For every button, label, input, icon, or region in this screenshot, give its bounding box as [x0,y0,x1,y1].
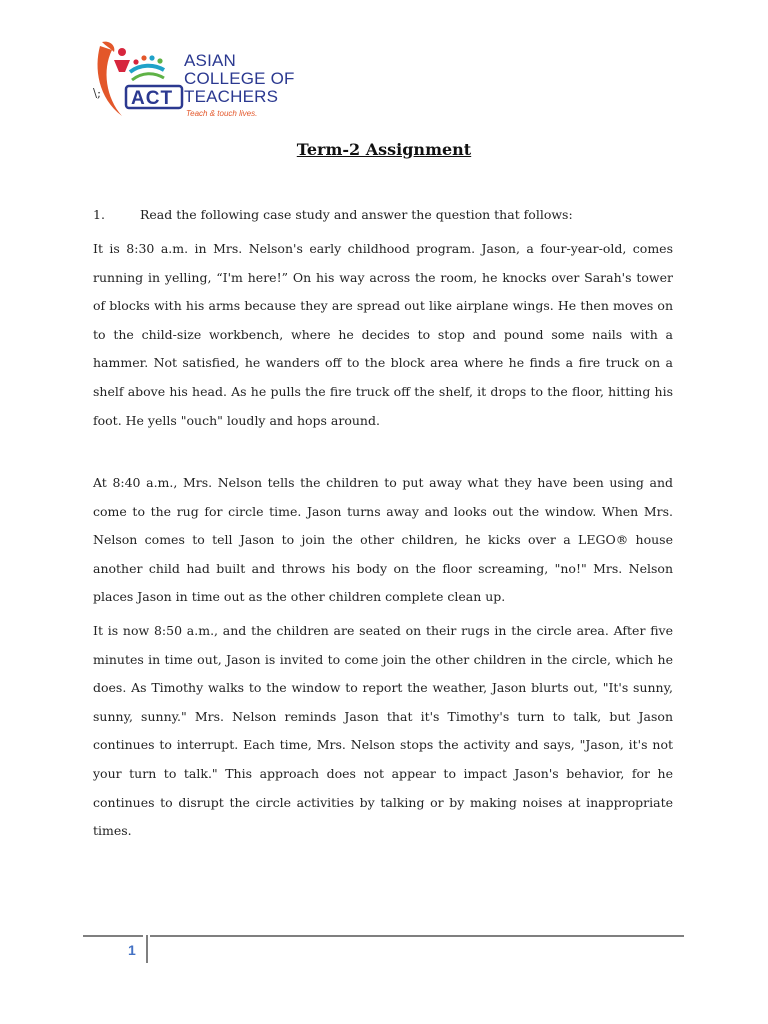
logo-text-line3: TEACHERS [184,87,279,106]
act-emblem-icon [92,38,187,128]
case-paragraph-2: At 8:40 a.m., Mrs. Nelson tells the children to put away what they have been using and come to the rug for circle time. Jason turns away and looks out the window. When Mrs. Nelson comes to tell Jason to join the other children, he kicks over a LEGO® house another child had built and throws his body on the floor screaming, "no!" Mrs. Nelson places Jason in time out as the other children complete clean up. [93,475,673,605]
question-number: 1. [93,207,105,222]
page-title: Term-2 Assignment [296,140,472,159]
footer-rule-right [150,935,684,937]
case-paragraph-3: It is now 8:50 a.m., and the children are seated on their rugs in the circle area. After five minutes in time out, Jason is invited to come join the other children in the circle, which he does. As Timothy walks to the window to report the weather, Jason blurts out, "It's sunny, sunny, sunny." Mrs. Nelson reminds Jason that it's Timothy's turn to talk, but Jason continues to interrupt. Each time, Mrs. Nelson stops the activity and says, "Jason, it's not your turn to talk." This approach does not appear to impact Jason's behavior, for he continues to disrupt the circle activities by talking or by making noises at inappropriate times. [93,623,673,839]
footer-rule-left [83,935,143,937]
page-number: 1 [128,942,136,958]
footer-divider [146,935,148,963]
college-logo [92,38,307,128]
logo-monogram: ACT [131,88,174,109]
stray-mark: \; [93,86,102,100]
question-text: Read the following case study and answer the question that follows: [140,207,573,222]
case-paragraph-1: It is 8:30 a.m. in Mrs. Nelson's early childhood program. Jason, a four-year-old, comes running in yelling, “I'm here!” On his way across the room, he knocks over Sarah's tower of blocks with his arms because they are spread out like airplane wings. He then moves on to the child-size workbench, where he decides to stop and pound some nails with a hammer. Not satisfied, he wanders off to the block area where he finds a fire truck on a shelf above his head. As he pulls the fire truck off the shelf, it drops to the floor, hitting his foot. He yells "ouch" loudly and hops around. [93,241,673,428]
logo-text-line2: COLLEGE OF [184,69,295,88]
logo-text-line1: ASIAN [184,51,237,70]
logo-tagline: Teach & touch lives. [186,109,258,118]
